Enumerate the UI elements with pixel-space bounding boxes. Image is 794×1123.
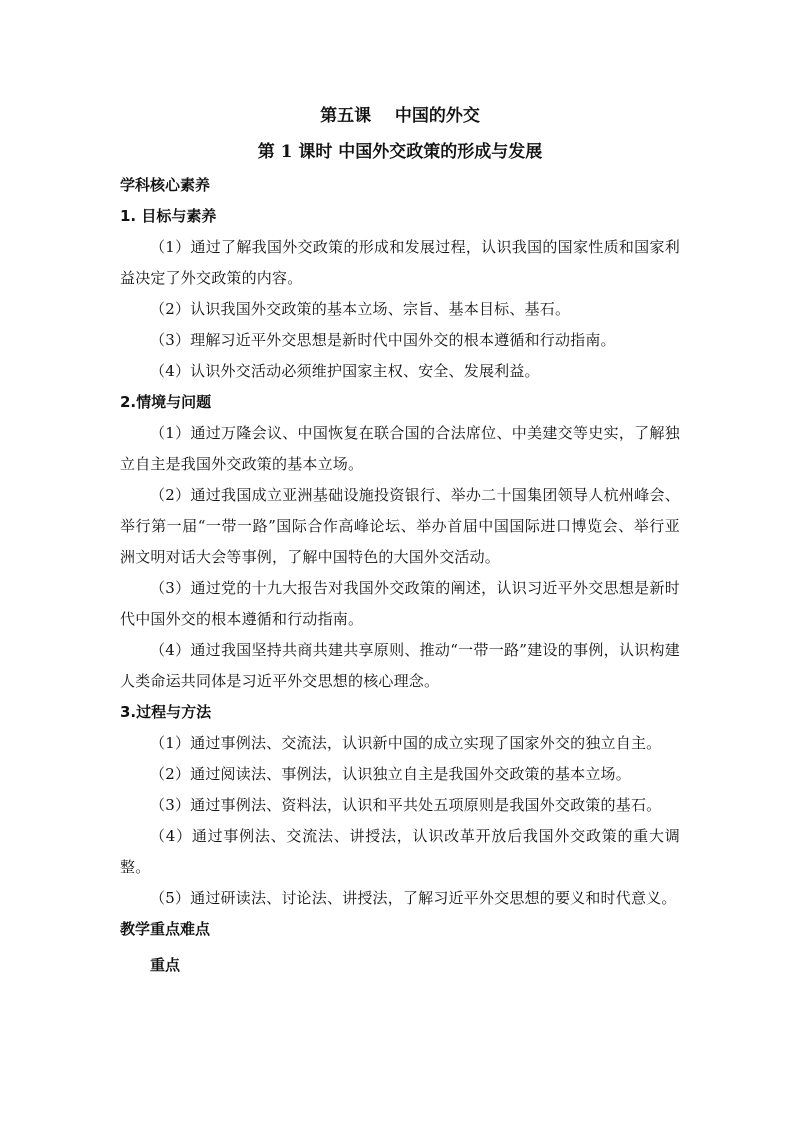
section-key-difficult-points: 教学重点难点 — [120, 920, 211, 938]
section3-item-4: （4）通过事例法、交流法、讲授法，认识改革开放后我国外交政策的重大调整。 — [120, 827, 680, 876]
section1-item-4: （4）认识外交活动必须维护国家主权、安全、发展利益。 — [150, 362, 540, 380]
section1-item-1: （1）通过了解我国外交政策的形成和发展过程，认识我国的国家性质和国家利益决定了外交政策的内容。 — [120, 238, 680, 287]
section3-item-5: （5）通过研读法、讨论法、讲授法，了解习近平外交思想的要义和时代意义。 — [150, 889, 677, 907]
section2-item-3: （3）通过党的十九大报告对我国外交政策的阐述，认识习近平外交思想是新时代中国外交的根本遵循和行动指南。 — [120, 579, 680, 628]
section1-heading: 1. 目标与素养 — [120, 207, 217, 225]
section3-item-2: （2）通过阅读法、事例法，认识独立自主是我国外交政策的基本立场。 — [150, 765, 631, 783]
section2-item-2: （2）通过我国成立亚洲基础设施投资银行、举办二十国集团领导人杭州峰会、举行第一届“一带一路”国际合作高峰论坛、举办首届中国国际进口博览会、举行亚洲文明对话大会等事例，了解中国特色的大国外交活动。 — [120, 486, 680, 566]
section1-item-2: （2）认识我国外交政策的基本立场、宗旨、基本目标、基石。 — [150, 300, 571, 318]
lesson-title: 第五课 中国的外交 — [320, 106, 480, 126]
section-core-literacy: 学科核心素养 — [120, 176, 211, 194]
section3-heading: 3.过程与方法 — [120, 703, 212, 721]
section3-item-1: （1）通过事例法、交流法，认识新中国的成立实现了国家外交的独立自主。 — [150, 734, 662, 752]
section2-heading: 2.情境与问题 — [120, 393, 212, 411]
section2-item-4: （4）通过我国坚持共商共建共享原则、推动“一带一路”建设的事例，认识构建人类命运共同体是习近平外交思想的核心理念。 — [120, 641, 680, 690]
lesson-subtitle: 第 1 课时 中国外交政策的形成与发展 — [257, 142, 543, 162]
subhead-key-points: 重点 — [150, 956, 181, 974]
document-content — [120, 98, 680, 983]
section3-item-3: （3）通过事例法、资料法，认识和平共处五项原则是我国外交政策的基石。 — [150, 796, 662, 814]
section2-item-1: （1）通过万隆会议、中国恢复在联合国的合法席位、中美建交等史实，了解独立自主是我国外交政策的基本立场。 — [120, 424, 680, 473]
section1-item-3: （3）理解习近平外交思想是新时代中国外交的根本遵循和行动指南。 — [150, 331, 616, 349]
